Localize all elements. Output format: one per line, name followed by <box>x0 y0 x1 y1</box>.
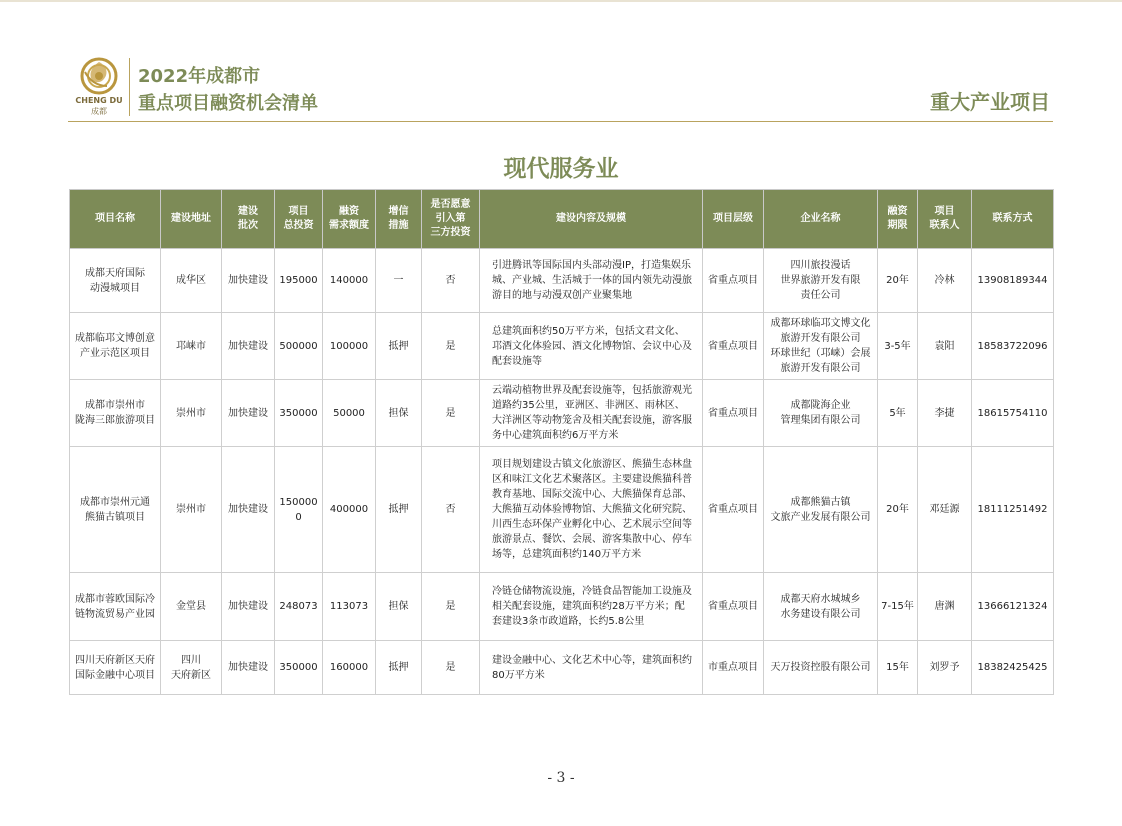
cell-contact-phone: 18382425425 <box>972 641 1054 695</box>
cell-company-name: 成都环球临邛文博文化 旅游开发有限公司 环球世纪（邛崃）会展 旅游开发有限公司 <box>764 313 878 380</box>
cell-financing-amount: 113073 <box>323 573 376 641</box>
col-header-company-name: 企业名称 <box>764 190 878 249</box>
cell-contact-phone: 18583722096 <box>972 313 1054 380</box>
cell-total-investment: 350000 <box>275 641 323 695</box>
col-header-batch: 建设 批次 <box>222 190 275 249</box>
cell-address: 邛崃市 <box>161 313 222 380</box>
cell-contact-person: 冷林 <box>918 249 972 313</box>
cell-financing-term: 7-15年 <box>878 573 918 641</box>
col-header-financing-term: 融资 期限 <box>878 190 918 249</box>
table-row <box>70 313 1054 380</box>
cell-content: 项目规划建设古镇文化旅游区、熊猫生态林盘区和味江文化艺术聚落区。主要建设熊猫科普教育基地、国际交流中心、大熊猫保育总部、大熊猫互动体验博物馆、大熊猫文化研究院、川西生态环保产业孵化中心、艺术展示空间等旅游景点、餐饮、会展、游客集散中心、停车场等，总建筑面积约140万平方米 <box>480 447 703 573</box>
cell-address: 金堂县 <box>161 573 222 641</box>
table-row <box>70 380 1054 447</box>
cell-content: 引进腾讯等国际国内头部动漫IP，打造集娱乐城、产业城、生活城于一体的国内领先动漫旅游目的地与动漫双创产业聚集地 <box>480 249 703 313</box>
cell-address: 崇州市 <box>161 380 222 447</box>
col-header-third-party: 是否愿意 引入第 三方投资 <box>422 190 480 249</box>
header-divider <box>129 58 130 116</box>
cell-credit-measure: 一 <box>376 249 422 313</box>
cell-batch: 加快建设 <box>222 249 275 313</box>
cell-total-investment: 248073 <box>275 573 323 641</box>
cell-credit-measure: 担保 <box>376 573 422 641</box>
cell-third-party: 是 <box>422 641 480 695</box>
category-title: 重大产业项目 <box>930 90 1050 114</box>
cell-project-level: 省重点项目 <box>703 313 764 380</box>
cell-project-name: 成都天府国际 动漫城项目 <box>70 249 161 313</box>
cell-third-party: 否 <box>422 249 480 313</box>
cell-project-name: 成都市崇州市 陇海三郎旅游项目 <box>70 380 161 447</box>
table-row <box>70 641 1054 695</box>
top-border <box>0 0 1122 2</box>
cell-project-level: 省重点项目 <box>703 249 764 313</box>
cell-batch: 加快建设 <box>222 641 275 695</box>
table-row <box>70 573 1054 641</box>
cell-financing-amount: 50000 <box>323 380 376 447</box>
cell-project-name: 成都市崇州元通 熊猫古镇项目 <box>70 447 161 573</box>
cell-project-name: 成都临邛文博创意 产业示范区项目 <box>70 313 161 380</box>
cell-company-name: 天万投资控股有限公司 <box>764 641 878 695</box>
cell-content: 总建筑面积约50万平方米，包括文君文化、邛酒文化体验园、酒文化博物馆、会议中心及配套设施等 <box>480 313 703 380</box>
cell-batch: 加快建设 <box>222 313 275 380</box>
cell-company-name: 成都陇海企业 管理集团有限公司 <box>764 380 878 447</box>
cell-credit-measure: 抵押 <box>376 313 422 380</box>
table-header-row <box>70 190 1054 249</box>
cell-address: 崇州市 <box>161 447 222 573</box>
cell-project-level: 省重点项目 <box>703 447 764 573</box>
col-header-contact-phone: 联系方式 <box>972 190 1054 249</box>
col-header-project-level: 项目层级 <box>703 190 764 249</box>
page-number: - 3 - <box>547 770 575 786</box>
section-title: 现代服务业 <box>503 156 619 182</box>
cell-company-name: 成都天府水城城乡 水务建设有限公司 <box>764 573 878 641</box>
col-header-content: 建设内容及规模 <box>480 190 703 249</box>
projects-table <box>69 189 1054 695</box>
cell-contact-person: 袁阳 <box>918 313 972 380</box>
cell-batch: 加快建设 <box>222 447 275 573</box>
cell-credit-measure: 担保 <box>376 380 422 447</box>
cell-project-level: 省重点项目 <box>703 573 764 641</box>
cell-content: 建设金融中心、文化艺术中心等，建筑面积约80万平方米 <box>480 641 703 695</box>
cell-content: 冷链仓储物流设施，冷链食品智能加工设施及相关配套设施，建筑面积约28万平方米；配套建设3条市政道路，长约5.8公里 <box>480 573 703 641</box>
header-rule <box>68 121 1053 122</box>
cell-contact-phone: 13666121324 <box>972 573 1054 641</box>
logo-subtext: 成都 <box>91 107 107 116</box>
col-header-project-name: 项目名称 <box>70 190 161 249</box>
col-header-address: 建设地址 <box>161 190 222 249</box>
cell-contact-person: 刘罗予 <box>918 641 972 695</box>
cell-contact-person: 唐渊 <box>918 573 972 641</box>
cell-financing-amount: 100000 <box>323 313 376 380</box>
cell-contact-phone: 18111251492 <box>972 447 1054 573</box>
cell-company-name: 四川旅投漫话 世界旅游开发有限 责任公司 <box>764 249 878 313</box>
logo-text: CHENG DU <box>75 96 123 105</box>
cell-financing-term: 3-5年 <box>878 313 918 380</box>
table-row <box>70 447 1054 573</box>
cell-project-level: 省重点项目 <box>703 380 764 447</box>
cell-financing-amount: 400000 <box>323 447 376 573</box>
col-header-contact-person: 项目 联系人 <box>918 190 972 249</box>
cell-credit-measure: 抵押 <box>376 447 422 573</box>
doc-title-line2: 重点项目融资机会清单 <box>138 93 318 114</box>
cell-third-party: 是 <box>422 313 480 380</box>
cell-financing-amount: 160000 <box>323 641 376 695</box>
cell-project-name: 四川天府新区天府 国际金融中心项目 <box>70 641 161 695</box>
cell-project-name: 成都市蓉欧国际冷 链物流贸易产业园 <box>70 573 161 641</box>
cell-address: 成华区 <box>161 249 222 313</box>
cell-company-name: 成都熊猫古镇 文旅产业发展有限公司 <box>764 447 878 573</box>
col-header-credit-measure: 增信 措施 <box>376 190 422 249</box>
cell-third-party: 否 <box>422 447 480 573</box>
cell-project-level: 市重点项目 <box>703 641 764 695</box>
cell-third-party: 是 <box>422 573 480 641</box>
cell-total-investment: 500000 <box>275 313 323 380</box>
table-row <box>70 249 1054 313</box>
cell-batch: 加快建设 <box>222 380 275 447</box>
col-header-financing-amount: 融资 需求额度 <box>323 190 376 249</box>
cell-total-investment: 350000 <box>275 380 323 447</box>
cell-address: 四川 天府新区 <box>161 641 222 695</box>
cell-financing-term: 5年 <box>878 380 918 447</box>
cell-content: 云端动植物世界及配套设施等，包括旅游观光道路约35公里，亚洲区、非洲区、雨林区、大洋洲区等动物笼舍及相关配套设施，游客服务中心建筑面积约6万平方米 <box>480 380 703 447</box>
cell-financing-term: 20年 <box>878 447 918 573</box>
cell-contact-phone: 18615754110 <box>972 380 1054 447</box>
col-header-total-investment: 项目 总投资 <box>275 190 323 249</box>
cell-credit-measure: 抵押 <box>376 641 422 695</box>
cell-financing-term: 15年 <box>878 641 918 695</box>
cell-third-party: 是 <box>422 380 480 447</box>
cell-batch: 加快建设 <box>222 573 275 641</box>
cell-financing-amount: 140000 <box>323 249 376 313</box>
cell-total-investment: 195000 <box>275 249 323 313</box>
cell-contact-phone: 13908189344 <box>972 249 1054 313</box>
cell-total-investment: 1500000 <box>275 447 323 573</box>
cell-contact-person: 邓廷源 <box>918 447 972 573</box>
cell-contact-person: 李捷 <box>918 380 972 447</box>
doc-title-line1: 2022年成都市 <box>138 66 261 87</box>
cell-financing-term: 20年 <box>878 249 918 313</box>
